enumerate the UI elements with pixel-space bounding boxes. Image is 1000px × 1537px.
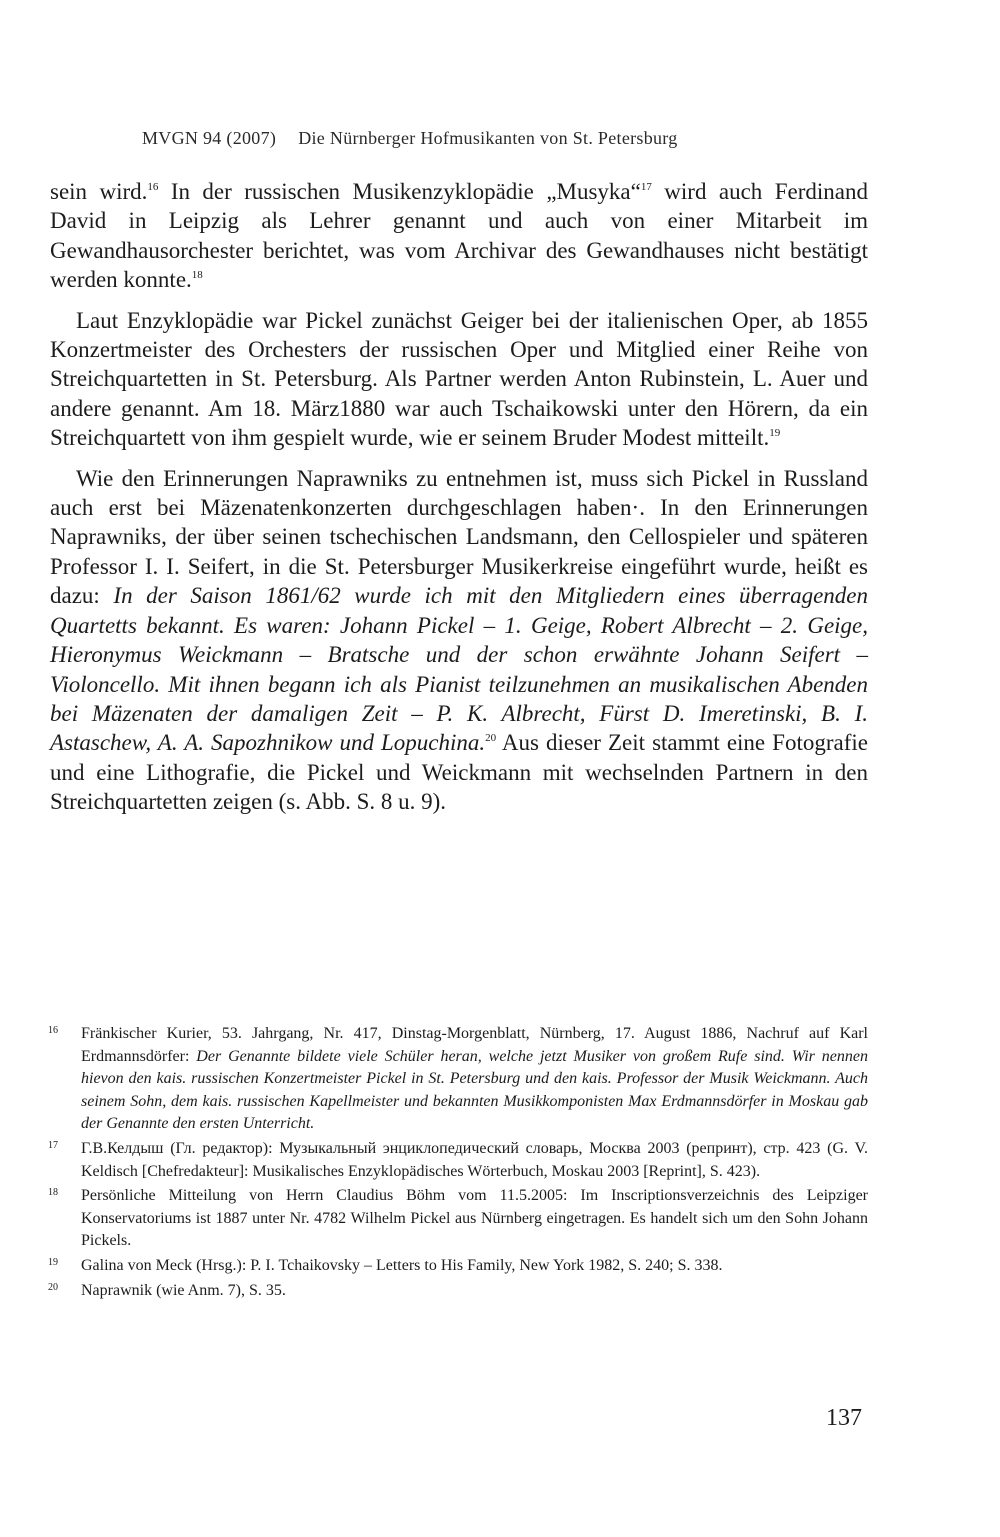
footnote-number: 16: [48, 1025, 58, 1036]
page-number: 137: [826, 1405, 862, 1431]
footnote-number: 17: [48, 1139, 58, 1151]
footnote-19: [48, 1255, 868, 1278]
footnote-number: 20: [48, 1281, 58, 1293]
footnotes: [48, 1023, 868, 1304]
running-header: [142, 128, 678, 149]
footnote-text: [81, 1255, 868, 1278]
footnote-reference: 20: [485, 732, 497, 745]
footnote-text: [81, 1023, 868, 1136]
text-run: Laut Enzyklopädie war Pickel zunächst Geiger bei der italienischen Oper, ab 1855 Konzertmeister des Orchesters der russischen Oper und Mitglied einer Reihe von Streichquartetten in St. Petersburg. Als Partner werden Anton Rubinstein, L. Auer und andere genannt. Am 18. März1880 war auch Tschaikowski unter den Hörern, da ein Streichquartett von ihm gespielt wurde, wie er seinem Bruder Modest mitteilt.: [50, 307, 868, 451]
paragraph-2: [50, 306, 868, 453]
text-run: Aus dieser Zeit stammt eine Fotografie und eine Lithografie, die Pickel und Weickmann mit wechselnden Partnern in den Streichquartetten zeigen (s. Abb. S. 8 u. 9).: [50, 730, 868, 815]
text-run: Persönliche Mitteilung von Herrn Claudius Böhm vom 11.5.2005: Im Inscriptionsverzeichnis des Leipziger Konservatoriums ist 1887 unter Nr. 4782 Wilhelm Pickel aus Nürnberg eingetragen. Es handelt sich um den Sohn Johann Pickels.: [81, 1187, 868, 1250]
text-run: Wie den Erinnerungen Naprawniks zu entnehmen ist, muss sich Pickel in Russland auch erst bei Mäzenatenkonzerten durchgeschlagen haben·. In den Erinnerungen Naprawniks, der über seinen tschechischen Landsmann, den Cellospieler und späteren Professor I. I. Seifert, in die St. Petersburger Musikerkreise eingeführt wurde, heißt es dazu:: [50, 465, 868, 609]
footnote-reference: 18: [191, 269, 203, 282]
article-title: Die Nürnberger Hofmusikanten von St. Petersburg: [298, 128, 678, 148]
journal-reference: MVGN 94 (2007): [142, 128, 277, 148]
footnote-reference: 16: [147, 181, 159, 193]
footnote-text: [81, 1185, 868, 1253]
footnote-reference: 19: [769, 427, 781, 440]
footnote-text: [81, 1138, 868, 1183]
text-run: wird auch Ferdinand David in Leipzig als Lehrer genannt und auch von einer Mitarbeit im Gewandhausorchester berichtet, was vom Archivar des Gewandhauses nicht bestätigt werden konnte.: [50, 179, 868, 293]
quotation-text: Der Genannte bildete viele Schüler heran, welche jetzt Musiker von großem Rufe sind. Wir nennen hievon den kais. russischen Konzertmeister Pickel in St. Petersburg und den kais. Professor der Musik Weickmann. Auch seinem Sohn, dem kais. russischen Kapellmeister und bekannten Musikkomponisten Max Erdmannsdörfer in Moskau gab der Genannte den ersten Unterricht.: [81, 1047, 868, 1133]
text-run: Fränkischer Kurier, 53. Jahrgang, Nr. 417, Dinstag-Morgenblatt, Nürnberg, 17. August 1886, Nachruf auf Karl Erdmannsdörfer:: [81, 1025, 868, 1065]
text-run: In der russischen Musikenzyklopädie „Musyka“: [158, 179, 641, 204]
footnote-16: [48, 1023, 868, 1136]
footnote-18: [48, 1185, 868, 1253]
footnote-17: [48, 1138, 868, 1183]
quotation-text: In der Saison 1861/62 wurde ich mit den Mitgliedern eines überragenden Quartetts bekannt. Es waren: Johann Pickel – 1. Geige, Robert Albrecht – 2. Geige, Hieronymus Weickmann – Bratsche und der schon erwähnte Johann Seifert – Violoncello. Mit ihnen begann ich als Pianist teilzunehmen an musikalischen Abenden bei Mäzenaten der damaligen Zeit – P. K. Albrecht, Fürst D. Imeretinski, B. I. Astaschew, A. A. Sapozhnikow und Lopuchina.: [50, 583, 869, 756]
footnote-reference: 17: [640, 181, 652, 193]
body-text: [50, 177, 868, 817]
paragraph-1: [50, 177, 868, 295]
text-run: Galina von Meck (Hrsg.): P. I. Tchaikovsky – Letters to His Family, New York 1982, S. 240; S. 338.: [81, 1256, 723, 1274]
footnote-number: 19: [48, 1256, 58, 1268]
paragraph-3: [50, 464, 868, 817]
footnote-text: [81, 1280, 868, 1303]
text-run: sein wird.: [50, 179, 148, 204]
text-run: Г.В.Келдыш (Гл. редактор): Музыкальный энциклопедический словарь, Москва 2003 (репринт), стр. 423 (G. V. Keldisch [Chefredakteur]: Musikalisches Enzyklopädisches Wörterbuch, Moskau 2003 [Reprint], S. 423).: [81, 1139, 868, 1180]
text-run: Naprawnik (wie Anm. 7), S. 35.: [81, 1281, 286, 1299]
footnote-20: [48, 1280, 868, 1303]
footnote-number: 18: [48, 1187, 58, 1199]
